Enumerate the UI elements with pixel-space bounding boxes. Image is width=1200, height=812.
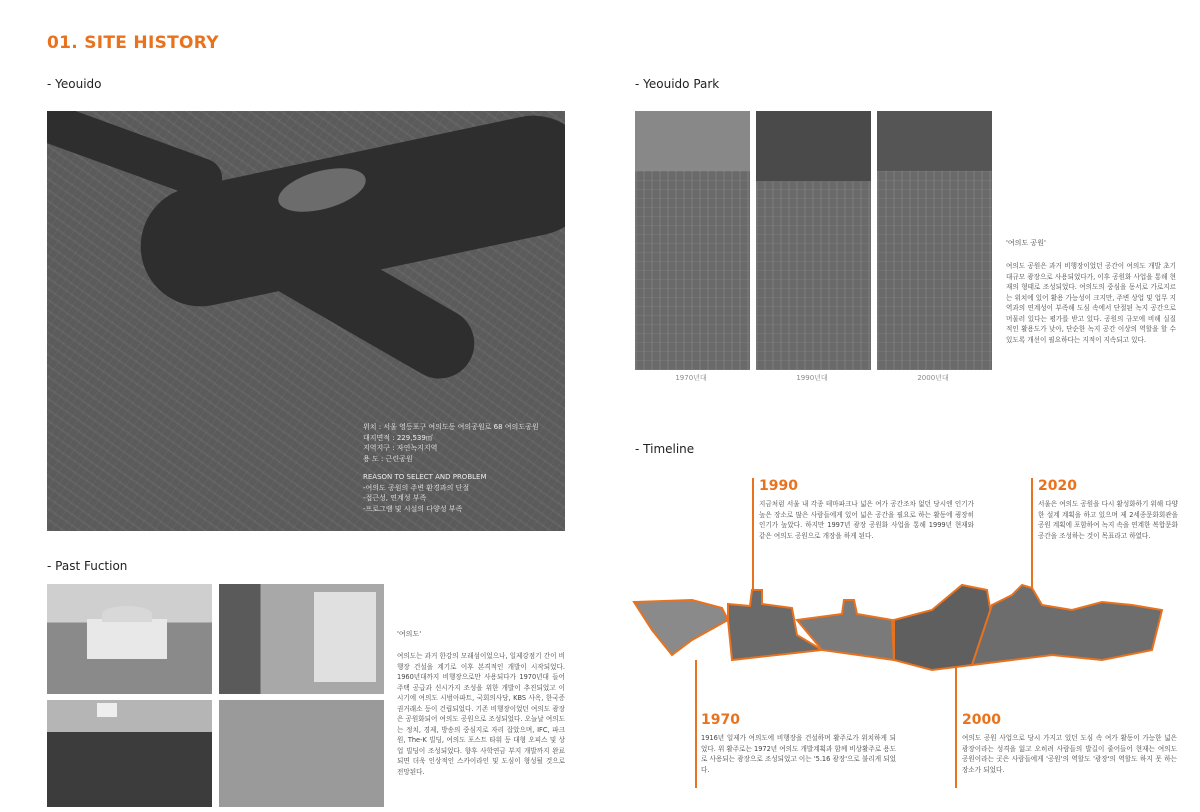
strip-2020 [972, 585, 1162, 665]
site-info-line: REASON TO SELECT AND PROBLEM [363, 473, 487, 481]
park-heading: '여의도 공원' [1006, 239, 1046, 247]
park-photo-1990 [756, 111, 871, 370]
page-title: 01. SITE HISTORY [47, 33, 219, 53]
caption-1970: 1970년대 [675, 374, 707, 382]
text-2000: 여의도 공원 사업으로 당시 가지고 있던 도심 속 여가 활동이 가능한 넓은 광장이라는 성격을 잃고 오히려 사람들의 발길이 줄어들어 현재는 여의도 공원이라는 곳은 사람들에게 '공원'의 역할도 '광장'의 역할도 하지 못 하는 장소가 되었다. [962, 734, 1177, 774]
strip-1970 [634, 600, 728, 655]
flag-shape [97, 703, 117, 717]
text-2020: 서울은 여의도 공원을 다시 활성화하기 위해 다양한 설계 계획을 하고 있으며 제 2세종문화회관을 공원 계획에 포함하여 녹지 속을 연계한 복합문화공간을 조성하는 것이 목표라고 하였다. [1038, 500, 1178, 540]
dome-shape [102, 606, 152, 622]
year-2020: 2020 [1038, 478, 1077, 494]
year-2000: 2000 [962, 712, 1001, 728]
site-info-line: 대지면적 : 229,539㎡ [363, 433, 433, 442]
site-info-line: -여의도 공원의 주변 환경과의 단절 [363, 483, 470, 492]
past-photo-presentation [219, 584, 384, 694]
past-photo-cycling [219, 700, 384, 807]
timeline-strip [632, 580, 1172, 680]
river-area [877, 111, 992, 171]
site-info-line: 위치 : 서울 영등포구 여의도동 여의공원로 68 여의도공원 [363, 423, 539, 431]
river-area [635, 111, 750, 171]
caption-1990: 1990년대 [796, 374, 828, 382]
section-past: - Past Fuction [47, 559, 128, 573]
text-1990: 지금처럼 서울 내 각종 테마파크나 넓은 여가 공간조차 없던 당시엔 인기가 높은 장소로 많은 사람들에게 있어 넓은 공간을 필요로 하는 활동에 굉장히 인기가 높았다. 하지만 1997년 광장 공원화 사업을 통해 1999년 현재와 같은 여의도 공원으로 개장을 하게 된다. [759, 500, 974, 540]
building-shape [87, 619, 167, 659]
past-photo-parade [47, 700, 212, 807]
section-yeouido: - Yeouido [47, 77, 102, 91]
text-1970: 1916년 일제가 여의도에 비행장을 건설하며 활주로가 위치하게 되었다. 위 활주로는 1972년 여의도 개발계획과 함께 비상활주로 용도로 사용되는 광장으로 조성되었고 이는 '5.16 광장'으로 불리게 되었다. [701, 734, 896, 774]
timeline-line-2020 [1031, 478, 1033, 588]
site-info-spacer [363, 464, 563, 472]
park-photo-2000 [877, 111, 992, 370]
past-photo-assembly [47, 584, 212, 694]
past-text: 여의도는 과거 한강의 모래섬이었으나, 일제강점기 간이 비행장 건설을 계기로 이후 본격적인 개발이 시작되었다. 1960년대까지 비행장으로만 사용되다가 1970년대 들어 주택 공급과 신시가지 조성을 위한 개발이 추진되었고 이 시기에 여의도 시범아파트, 국회의사당, KBS 사옥, 한국증권거래소 등이 건립되었다. 기존 비행장이었던 여의도 광장은 공원화되어 여의도 공원으로 조성되었다. 오늘날 여의도는 정치, 경제, 방송의 중심지로 자리 잡았으며, IFC, 파크원, The-K 빌딩, 여의도 포스트 타워 등 대형 오피스 및 상업 빌딩이 조성되었다. 향후 사학연금 부지 개발까지 완료되면 더욱 인상적인 스카이라인 및 도심이 형성될 것으로 전망된다. [397, 652, 565, 776]
section-park: - Yeouido Park [635, 77, 720, 91]
year-1970: 1970 [701, 712, 740, 728]
site-info-line: 지역지구 : 자연녹지지역 [363, 444, 438, 452]
site-info-line: -접근성, 연계성 부족 [363, 494, 427, 502]
caption-2000: 2000년대 [917, 374, 949, 382]
park-text: 여의도 공원은 과거 비행장이었던 공간이 여의도 개발 초기 대규모 광장으로 사용되었다가, 이후 공원화 사업을 통해 현재의 형태로 조성되었다. 여의도의 중심을 동서로 가로지르는 위치에 있어 활용 가능성이 크지만, 주변 상업 및 업무 지역과의 연계성이 부족해 도심 속에서 단절된 녹지 공간으로 머물러 있다는 평가를 받고 있다. 공원의 규모에 비해 실질적인 활용도가 낮아, 단순한 녹지 공간 이상의 역할을 할 수 있도록 개선이 필요하다는 지적이 지속되고 있다. [1006, 262, 1176, 344]
park-photo-1970 [635, 111, 750, 370]
year-1990: 1990 [759, 478, 798, 494]
site-info-line: -프로그램 및 시설의 다양성 부족 [363, 504, 463, 513]
river-shape [47, 111, 228, 204]
river-area [756, 111, 871, 181]
section-timeline: - Timeline [635, 442, 695, 456]
past-heading: '여의도' [397, 630, 422, 638]
board-shape [314, 592, 376, 682]
site-info-line: 용 도 : 근린공원 [363, 454, 413, 463]
site-info [363, 422, 563, 514]
